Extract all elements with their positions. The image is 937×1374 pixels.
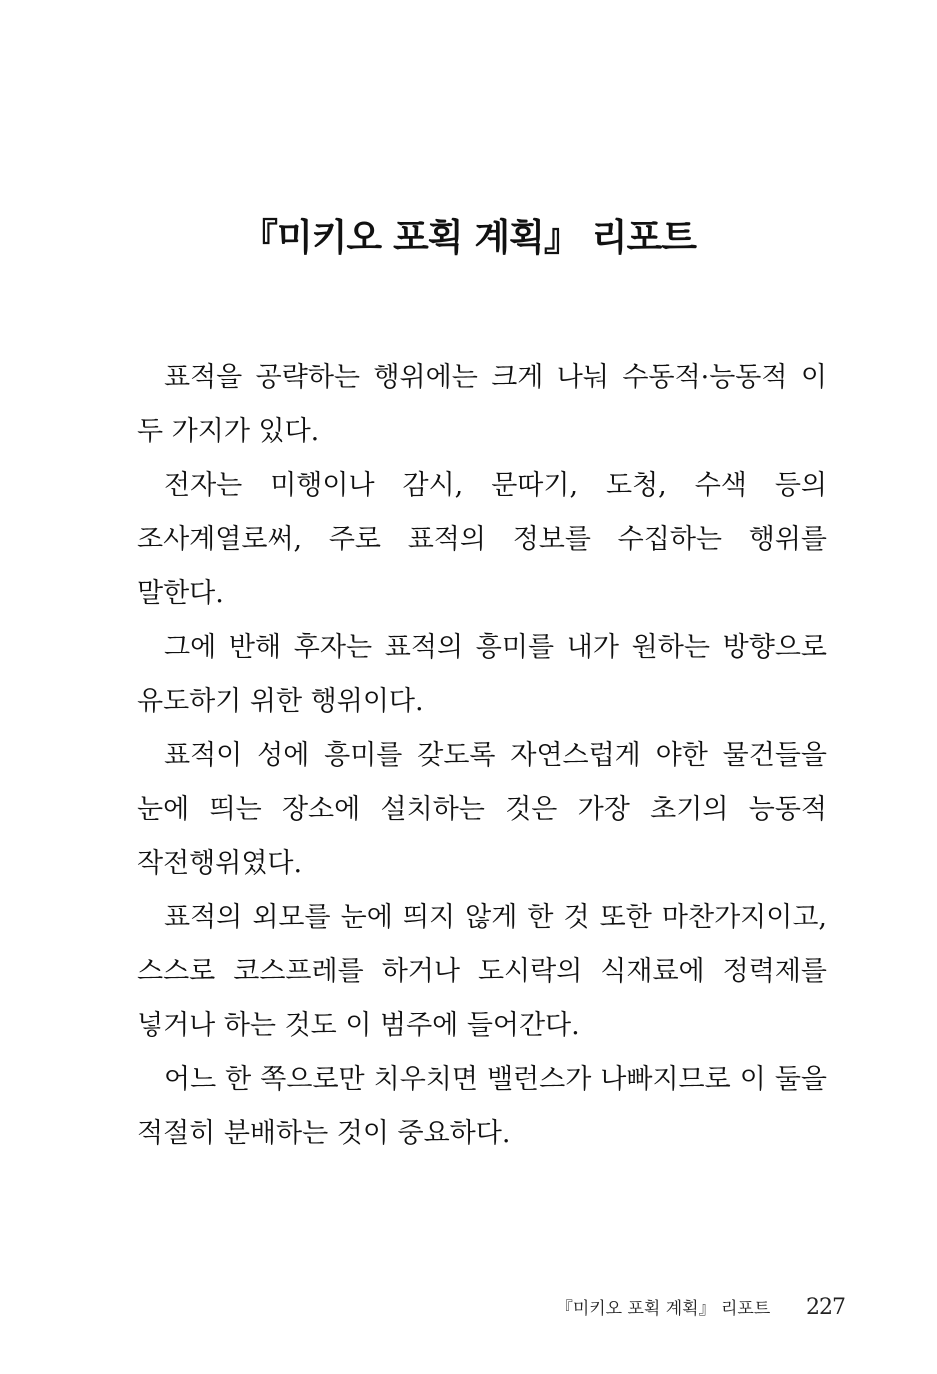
paragraph: 표적의 외모를 눈에 띄지 않게 한 것 또한 마찬가지이고, 스스로 코스프레를 하거나 도시락의 식재료에 정력제를 넣거나 하는 것도 이 범주에 들어간다. [137, 902, 827, 1041]
body-text [137, 351, 827, 1161]
page-title: 『미키오 포획 계획』 리포트 [240, 216, 697, 259]
paragraph: 표적을 공략하는 행위에는 크게 나눠 수동적·능동적 이 두 가지가 있다. [137, 362, 827, 447]
paragraph: 어느 한 쪽으로만 치우치면 밸런스가 나빠지므로 이 둘을 적절히 분배하는 것이 중요하다. [137, 1064, 827, 1149]
paragraph: 표적이 성에 흥미를 갖도록 자연스럽게 야한 물건들을 눈에 띄는 장소에 설치하는 것은 가장 초기의 능동적 작전행위였다. [137, 740, 827, 879]
page-number: 227 [806, 1295, 845, 1320]
paragraph: 전자는 미행이나 감시, 문따기, 도청, 수색 등의 조사계열로써, 주로 표적의 정보를 수집하는 행위를 말한다. [137, 470, 827, 609]
running-title: 『미키오 포획 계획』 리포트 [555, 1299, 771, 1319]
page-footer [556, 1290, 845, 1327]
paragraph: 그에 반해 후자는 표적의 흥미를 내가 원하는 방향으로 유도하기 위한 행위이다. [137, 632, 827, 717]
